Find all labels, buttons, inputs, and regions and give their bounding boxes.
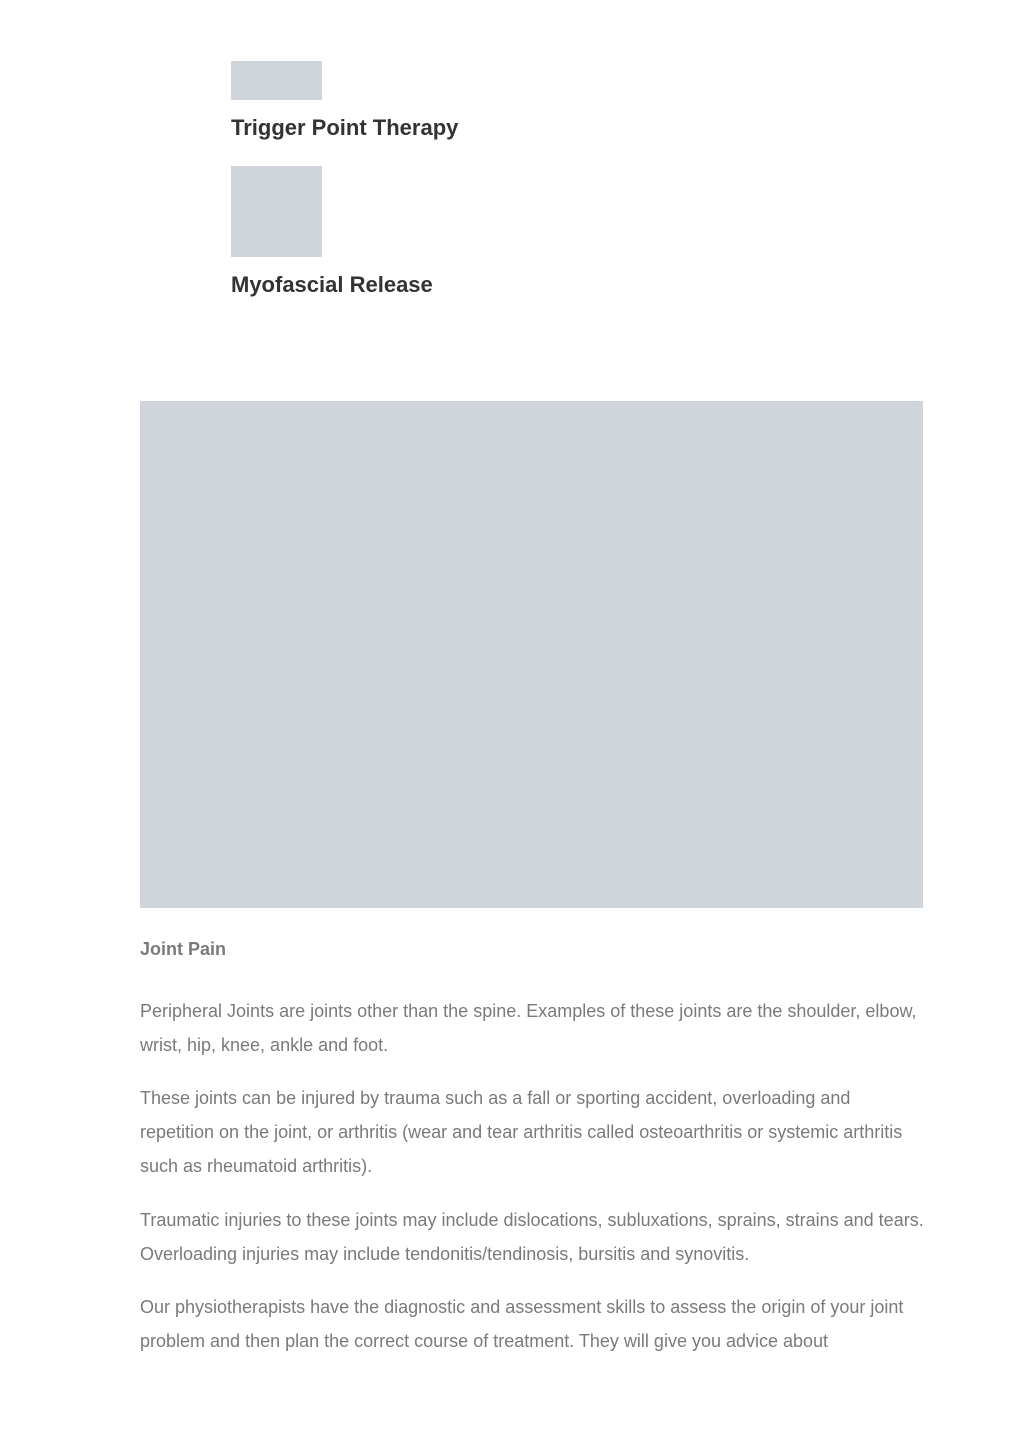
paragraph-joint-injuries: These joints can be injured by trauma such as a fall or sporting accident, overloading and repetition on the joint, or arthritis (wear and tear arthritis called osteoarthritis or systemic arthritis such as rheumatoid arthritis).: [140, 1088, 903, 1176]
section-heading-joint-pain: Joint Pain: [140, 939, 227, 959]
myofascial-release-image: [231, 166, 322, 257]
paragraph-physiotherapists: Our physiotherapists have the diagnostic and assessment skills to assess the origin of your joint problem and then plan the correct course of treatment. They will give you advice about: [140, 1297, 904, 1351]
paragraph-traumatic-injuries: Traumatic injuries to these joints may include dislocations, subluxations, sprains, strains and tears. Overloading injuries may include tendonitis/tendinosis, bursitis and synovitis.: [140, 1210, 924, 1264]
service-title-myofascial-release: Myofascial Release: [231, 272, 433, 297]
paragraph-peripheral-joints: Peripheral Joints are joints other than the spine. Examples of these joints are the shoulder, elbow, wrist, hip, knee, ankle and foot.: [140, 1001, 917, 1055]
service-title-trigger-point-therapy: Trigger Point Therapy: [231, 115, 459, 140]
trigger-point-therapy-image: [231, 61, 322, 100]
joint-pain-hero-image: [140, 401, 923, 908]
